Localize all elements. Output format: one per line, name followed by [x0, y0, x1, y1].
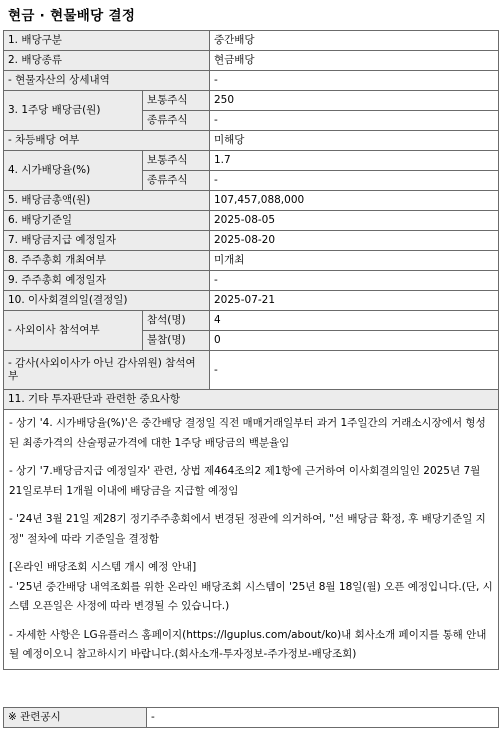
- dps-label: 3. 1주당 배당금(원): [4, 91, 143, 131]
- differential-value: 미해당: [210, 131, 499, 151]
- dividend-type-label: 1. 배당구분: [4, 31, 210, 51]
- differential-label: - 차등배당 여부: [4, 131, 210, 151]
- table-row: [4, 231, 499, 251]
- notes-cell: [4, 410, 499, 670]
- table-row: [4, 311, 499, 331]
- table-row: [4, 351, 499, 390]
- table-row: [4, 708, 499, 728]
- note-online-system: [온라인 배당조회 시스템 개시 예정 안내] - '25년 중간배당 내역조회를 위한 온라인 배당조회 시스템이 '25년 8월 18일(월) 오픈 예정입니다.(단, 시스템 오픈일은 사정에 따라 변경될 수 있습니다.): [9, 561, 493, 612]
- present-label: 참석(명): [143, 311, 210, 331]
- yield-class-value: -: [210, 171, 499, 191]
- yield-class-label: 종류주식: [143, 171, 210, 191]
- table-row: [4, 71, 499, 91]
- table-row: [4, 151, 499, 171]
- table-row: [4, 31, 499, 51]
- table-row: [4, 291, 499, 311]
- table-row: [4, 211, 499, 231]
- auditors-label: - 감사(사외이사가 아닌 감사위원) 참석여부: [4, 351, 210, 390]
- payment-date-value: 2025-08-20: [210, 231, 499, 251]
- table-row: [4, 191, 499, 211]
- in-kind-detail-value: -: [210, 71, 499, 91]
- dps-common-value: 250: [210, 91, 499, 111]
- total-value: 107,457,088,000: [210, 191, 499, 211]
- related-label: ※ 관련공시: [4, 708, 147, 728]
- agm-held-label: 8. 주주총회 개최여부: [4, 251, 210, 271]
- in-kind-detail-label: - 현물자산의 상세내역: [4, 71, 210, 91]
- table-row: [4, 251, 499, 271]
- agm-date-value: -: [210, 271, 499, 291]
- note-payment: - 상기 '7.배당금지급 예정일자' 관련, 상법 제464조의2 제1항에 근거하여 이사회결의일인 2025년 7월 21일로부터 1개월 이내에 배당금을 지급할 예정임: [9, 465, 484, 497]
- yield-label: 4. 시가배당율(%): [4, 151, 143, 191]
- yield-common-label: 보통주식: [143, 151, 210, 171]
- dps-class-value: -: [210, 111, 499, 131]
- yield-common-value: 1.7: [210, 151, 499, 171]
- dividend-kind-label: 2. 배당종류: [4, 51, 210, 71]
- outside-directors-label: - 사외이사 참석여부: [4, 311, 143, 351]
- dps-class-label: 종류주식: [143, 111, 210, 131]
- total-label: 5. 배당금총액(원): [4, 191, 210, 211]
- note-yield: - 상기 '4. 시가배당율(%)'은 중간배당 결정일 직전 매매거래일부터 과거 1주일간의 거래소시장에서 형성된 최종가격의 산술평균가격에 대한 1주당 배당금의 백분율임: [9, 417, 486, 449]
- dividend-table: [3, 30, 499, 670]
- table-row: [4, 390, 499, 410]
- table-row: [4, 410, 499, 670]
- related-table: [3, 707, 499, 728]
- board-date-value: 2025-07-21: [210, 291, 499, 311]
- related-value: -: [147, 708, 499, 728]
- note-homepage: - 자세한 사항은 LG유플러스 홈페이지(https://lguplus.com/about/ko)내 회사소개 페이지를 통해 안내될 예정이오니 참고하시기 바랍니다.(회사소개-투자정보-주가정보-배당조회): [9, 628, 487, 660]
- other-label: 11. 기타 투자판단과 관련한 중요사항: [4, 390, 499, 410]
- payment-date-label: 7. 배당금지급 예정일자: [4, 231, 210, 251]
- table-row: [4, 91, 499, 111]
- dps-common-label: 보통주식: [143, 91, 210, 111]
- agm-date-label: 9. 주주총회 예정일자: [4, 271, 210, 291]
- board-date-label: 10. 이사회결의일(결정일): [4, 291, 210, 311]
- auditors-value: -: [210, 351, 499, 390]
- table-row: [4, 51, 499, 71]
- page-title: 현금 · 현물배당 결정: [8, 8, 136, 24]
- table-row: [4, 131, 499, 151]
- absent-value: 0: [210, 331, 499, 351]
- dividend-kind-value: 현금배당: [210, 51, 499, 71]
- dividend-type-value: 중간배당: [210, 31, 499, 51]
- record-date-label: 6. 배당기준일: [4, 211, 210, 231]
- note-procedure: - '24년 3월 21일 제28기 정기주주총회에서 변경된 정관에 의거하여, "선 배당금 확정, 후 배당기준일 지정" 절차에 따라 기준일을 결정함: [9, 513, 486, 545]
- table-row: [4, 271, 499, 291]
- agm-held-value: 미개최: [210, 251, 499, 271]
- absent-label: 불참(명): [143, 331, 210, 351]
- present-value: 4: [210, 311, 499, 331]
- record-date-value: 2025-08-05: [210, 211, 499, 231]
